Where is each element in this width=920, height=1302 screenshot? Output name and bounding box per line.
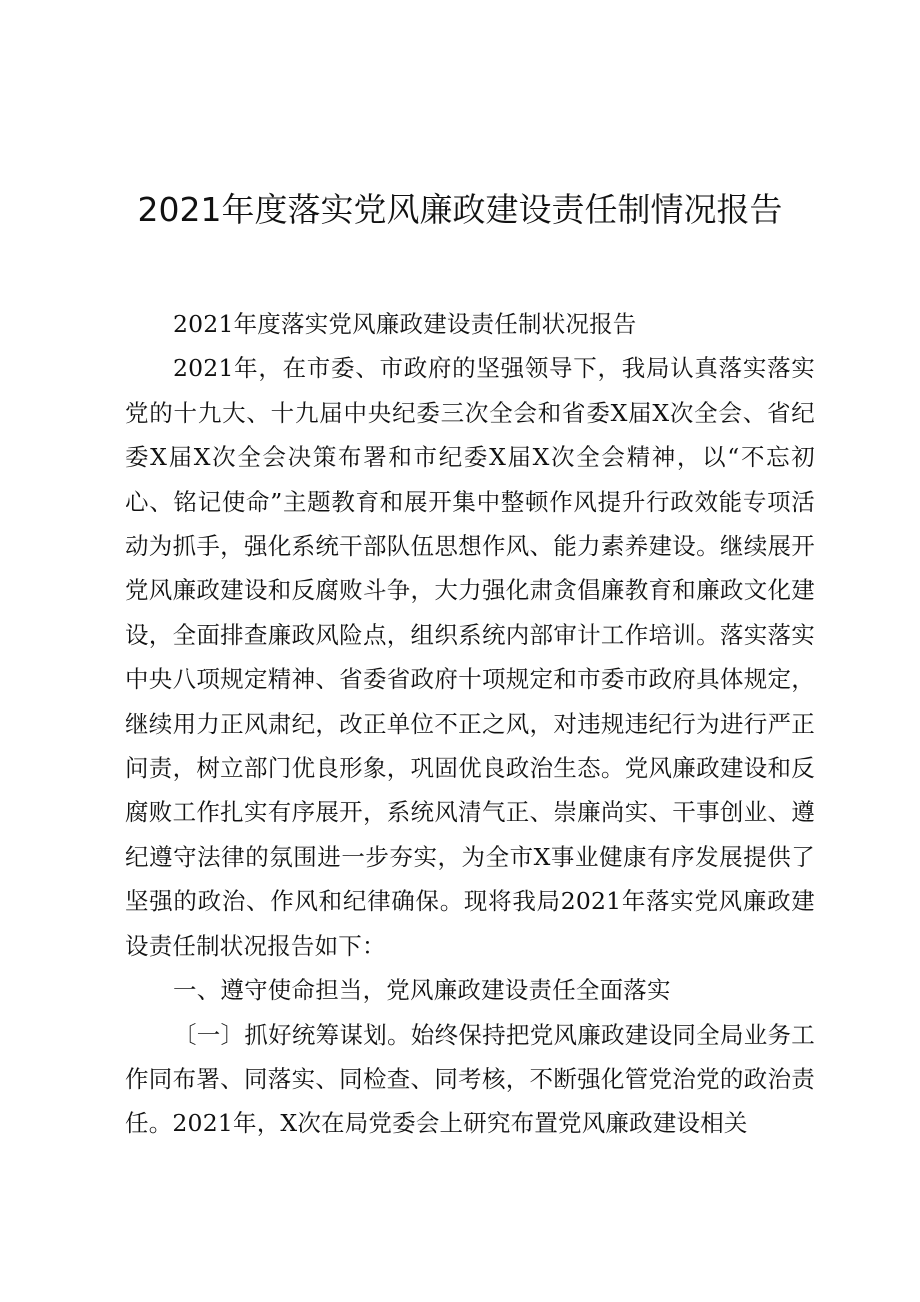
document-body [125, 302, 815, 1146]
subsection-paragraph: 〔一〕抓好统筹谋划。始终保持把党风廉政建设同全局业务工作同布署、同落实、同检查、同考核，不断强化管党治党的政治责任。2021年，X次在局党委会上研究布置党风廉政建设相关 [125, 1020, 815, 1138]
intro-paragraph: 2021年，在市委、市政府的坚强领导下，我局认真落实落实党的十九大、十九届中央纪委三次全会和省委X届X次全会、省纪委X届X次全会决策布署和市纪委X届X次全会精神，以“不忘初心、铭记使命”主题教育和展开集中整顿作风提升行政效能专项活动为抓手，强化系统干部队伍思想作风、能力素养建设。继续展开党风廉政建设和反腐败斗争，大力强化肃贪倡廉教育和廉政文化建设，全面排查廉政风险点，组织系统内部审计工作培训。落实落实中央八项规定精神、省委省政府十项规定和市委市政府具体规定，继续用力正风肃纪，改正单位不正之风，对违规违纪行为进行严正问责，树立部门优良形象，巩固优良政治生态。党风廉政建设和反腐败工作扎实有序展开，系统风清气正、崇廉尚实、干事创业、遵纪遵守法律的氛围进一步夯实，为全市X事业健康有序发展提供了坚强的政治、作风和纪律确保。现将我局2021年落实党风廉政建设责任制状况报告如下： [125, 354, 815, 960]
document-title: 2021年度落实党风廉政建设责任制情况报告 [137, 190, 783, 229]
report-subtitle-paragraph: 2021年度落实党风廉政建设责任制状况报告 [173, 310, 637, 338]
section-heading-paragraph: 一、遵守使命担当，党风廉政建设责任全面落实 [173, 976, 671, 1005]
